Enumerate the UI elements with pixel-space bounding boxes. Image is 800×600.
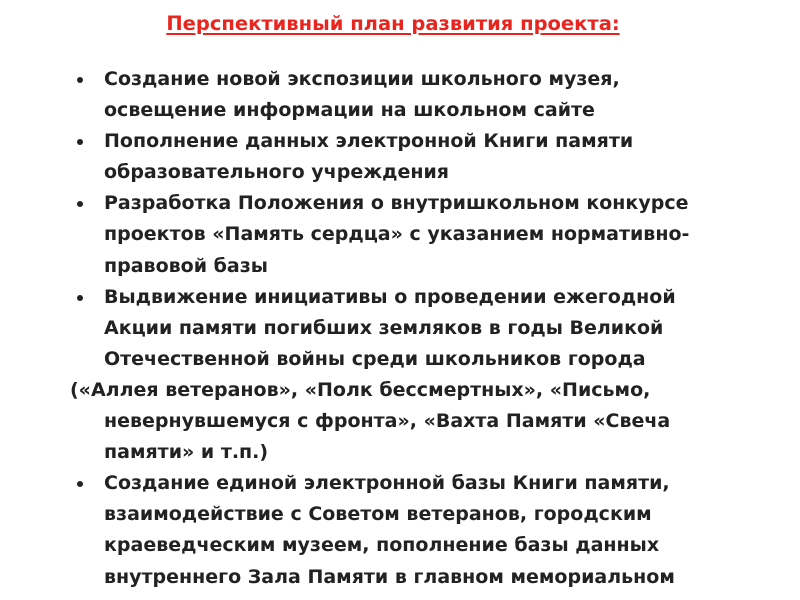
list-item-text: Разработка Положения о внутришкольном конкурсе — [104, 192, 689, 215]
list-item — [0, 188, 800, 219]
list-item-text: Создание единой электронной базы Книги памяти, — [104, 472, 670, 495]
list-item-text: правовой базы — [104, 254, 268, 277]
list-item — [0, 282, 800, 313]
list-item-continuation — [0, 530, 800, 561]
list-item-text: памяти» и т.п.) — [104, 441, 269, 464]
list-item-continuation — [0, 562, 800, 593]
list-item-text: проектов «Память сердца» с указанием нормативно- — [104, 223, 690, 246]
list-item-text: («Аллея ветеранов», «Полк бессмертных», «Письмо, — [70, 378, 651, 401]
list-item-continuation — [0, 437, 800, 468]
list-item-continuation — [0, 251, 800, 282]
list-item — [0, 126, 800, 157]
list-item-text: образовательного учреждения — [104, 161, 449, 184]
list-item-text: Отечественной войны среди школьников города — [104, 347, 646, 370]
list-item-text: Создание новой экспозиции школьного музея, — [104, 68, 620, 90]
list-item — [0, 468, 800, 499]
list-item-continuation — [0, 406, 800, 437]
list-item-continuation — [0, 95, 800, 126]
list-item-continuation — [0, 219, 800, 250]
list-item-continuation — [0, 344, 800, 375]
list-item-continuation — [0, 499, 800, 530]
list-item — [0, 64, 800, 95]
list-item-text: внутреннего Зала Памяти в главном мемориальном — [104, 565, 675, 588]
list-item-text: Акции памяти погибших земляков в годы Великой — [104, 316, 664, 339]
list-item-text: Выдвижение инициативы о проведении ежегодной — [104, 285, 676, 308]
list-item-text: взаимодействие с Советом ветеранов, городским — [104, 503, 652, 526]
list-item-continuation — [0, 375, 800, 406]
list-item-continuation — [0, 157, 800, 188]
bullet-list — [0, 64, 800, 593]
slide-title: Перспективный план развития проекта: — [166, 12, 620, 35]
list-item-text: освещение информации на школьном сайте — [104, 99, 595, 122]
list-item-text: Пополнение данных электронной Книги памяти — [104, 130, 634, 153]
list-item-text: краеведческим музеем, пополнение базы данных — [104, 534, 660, 557]
list-item-text: невернувшемуся с фронта», «Вахта Памяти «Свеча — [104, 410, 671, 433]
list-item-continuation — [0, 313, 800, 344]
